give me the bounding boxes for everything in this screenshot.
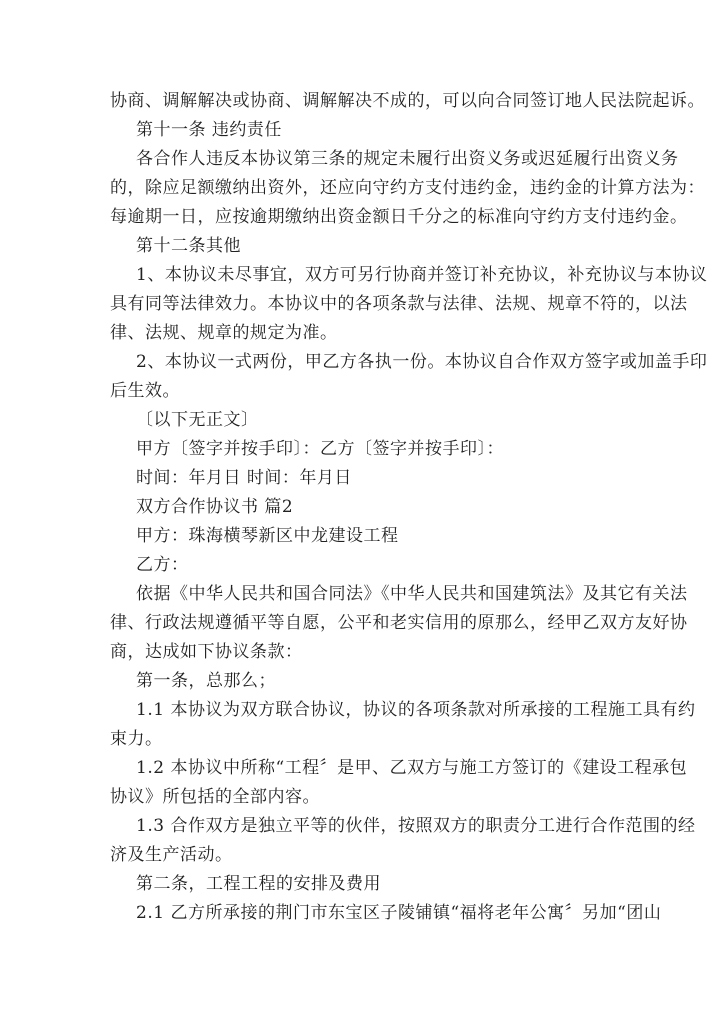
party-b-line: 乙方： [136,555,189,575]
article-title: 双方合作协议书 篇2 [136,497,294,517]
text-line-5: 每逾期一日，应按逾期缴纳出资金额日千分之的标准向守约方支付违约金。 [110,207,688,227]
text-line-27: 济及生产活动。 [110,845,233,865]
section-heading-11: 第十一条 违约责任 [136,120,282,140]
text-line-1: 协商、调解解决或协商、调解解决不成的，可以向合同签订地人民法院起诉。 [110,91,705,111]
text-line-20: 商，达成如下协议条款： [110,642,303,662]
section-heading-12: 第十二条其他 [136,236,241,256]
text-line-18: 依据《中华人民共和国合同法》《中华人民共和国建筑法》及其它有关法 [136,584,688,604]
end-of-text-note: 〔以下无正文〕 [136,410,259,430]
text-line-9: 律、法规、规章的规定为准。 [110,323,338,343]
text-line-23: 束力。 [110,729,163,749]
text-line-10: 2、本协议一式两份，甲乙方各执一份。本协议自合作双方签字或加盖手印 [136,352,708,372]
text-line-19: 律、行政法规遵循平等自愿，公平和老实信用的原那么，经甲乙双方友好协 [110,613,688,633]
clause-1-2: 1.2 本协议中所称“工程〞是甲、乙双方与施工方签订的《建设工程承包 [136,758,688,778]
date-line: 时间：年月日 时间：年月日 [136,468,352,488]
text-line-7: 1、本协议未尽事宜，双方可另行协商并签订补充协议，补充协议与本协议 [136,265,708,285]
text-line-11: 后生效。 [110,381,180,401]
clause-1-1: 1.1 本协议为双方联合协议，协议的各项条款对所承接的工程施工具有约 [136,700,696,720]
text-line-4: 的，除应足额缴纳出资外，还应向守约方支付违约金，违约金的计算方法为： [110,178,705,198]
signature-line: 甲方〔签字并按手印〕：乙方〔签字并按手印〕： [136,439,504,459]
party-a-line: 甲方：珠海横琴新区中龙建设工程 [136,526,399,546]
section-heading-2: 第二条，工程工程的安排及费用 [136,874,381,894]
text-line-3: 各合作人违反本协议第三条的规定未履行出资义务或迟延履行出资义务 [136,149,679,169]
clause-1-3: 1.3 合作双方是独立平等的伙伴，按照双方的职责分工进行合作范围的经 [136,816,696,836]
text-line-8: 具有同等法律效力。本协议中的各项条款与法律、法规、规章不符的，以法 [110,294,688,314]
clause-2-1: 2.1 乙方所承接的荆门市东宝区子陵铺镇“福将老年公寓〞另加“团山 [136,903,662,923]
section-heading-1: 第一条，总那么； [136,671,276,691]
text-line-25: 协议》所包括的全部内容。 [110,787,320,807]
